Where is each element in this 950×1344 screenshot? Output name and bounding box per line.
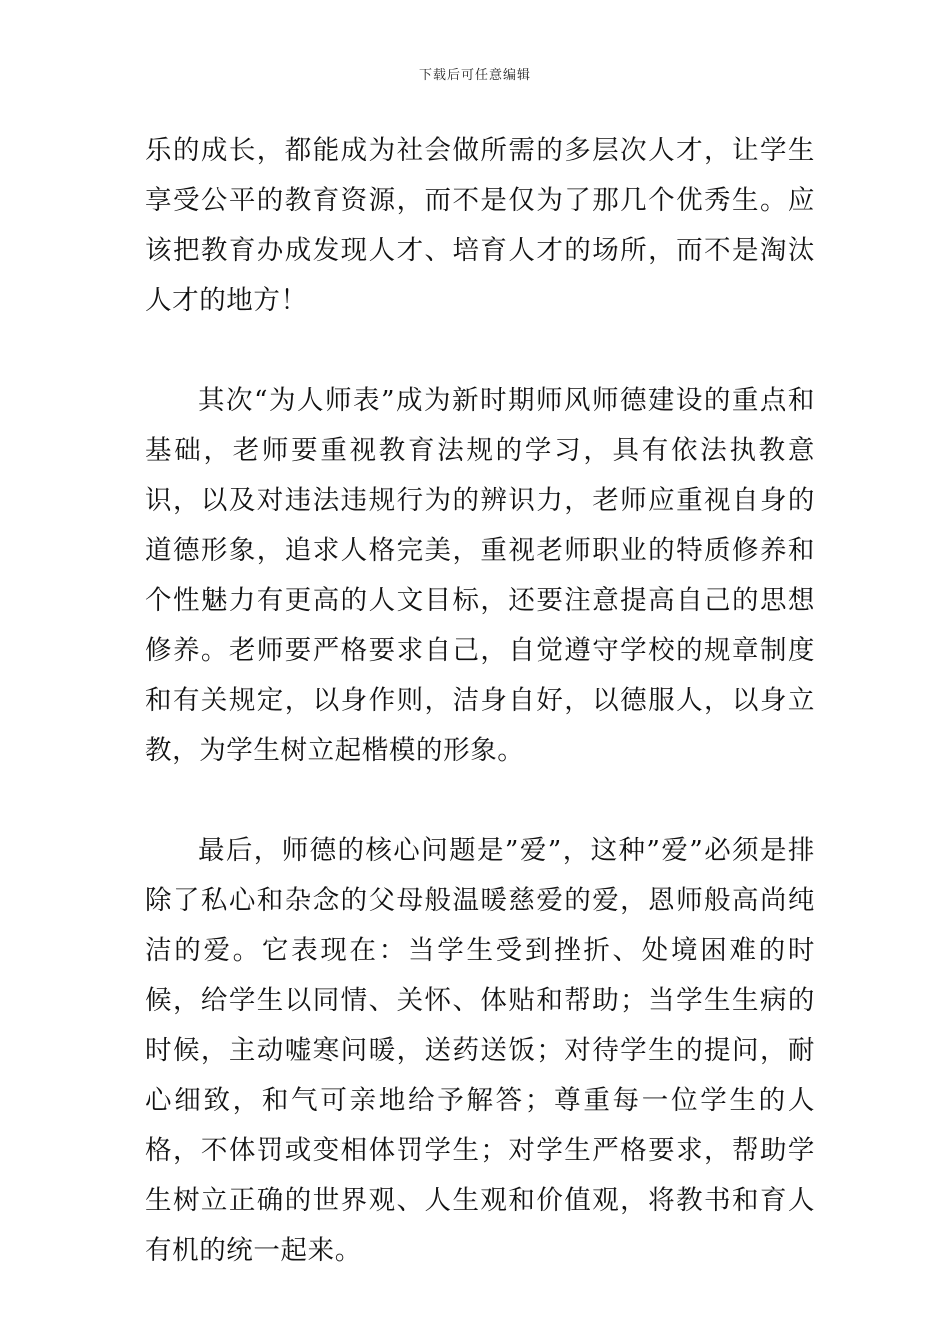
- paragraph-continuation: 乐的成长，都能成为社会做所需的多层次人才，让学生享受公平的教育资源，而不是仅为了那几个优秀生。应该把教育办成发现人才、培育人才的场所，而不是淘汰人才的地方！: [145, 135, 815, 316]
- document-body: [145, 126, 815, 1276]
- paragraph-spacer: [145, 776, 815, 826]
- page-header: 下载后可任意编辑: [418, 68, 531, 83]
- paragraph-love: 最后，师德的核心问题是”爱”，这种”爱”必须是排除了私心和杂念的父母般温暖慈爱的爱，恩师般高尚纯洁的爱。它表现在：当学生受到挫折、处境困难的时候，给学生以同情、关怀、体贴和帮助；当学生生病的时候，主动嘘寒问暖，送药送饭；对待学生的提问，耐心细致，和气可亲地给予解答；尊重每一位学生的人格，不体罚或变相体罚学生；对学生严格要求，帮助学生树立正确的世界观、人生观和价值观，将教书和育人有机的统一起来。: [145, 835, 815, 1266]
- paragraph-spacer: [145, 326, 815, 376]
- paragraph-role-model: 其次“为人师表”成为新时期师风师德建设的重点和基础，老师要重视教育法规的学习，具有依法执教意识，以及对违法违规行为的辨识力，老师应重视自身的道德形象，追求人格完美，重视老师职业的特质修养和个性魅力有更高的人文目标，还要注意提高自己的思想修养。老师要严格要求自己，自觉遵守学校的规章制度和有关规定，以身作则，洁身自好，以德服人，以身立教，为学生树立起楷模的形象。: [145, 385, 815, 766]
